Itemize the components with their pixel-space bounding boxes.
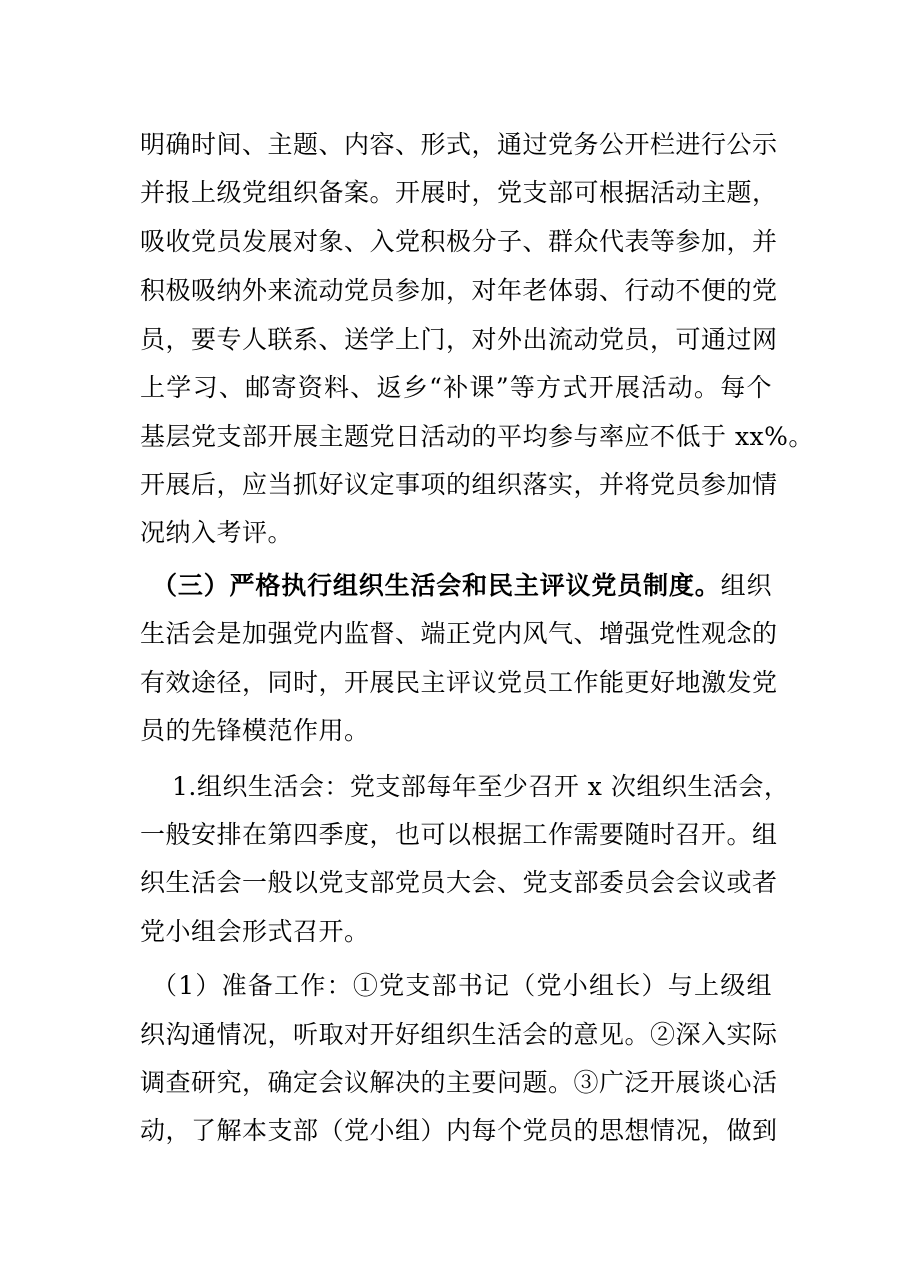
para1-line-8: 开展后，应当抓好议定事项的组织落实，并将党员参加情 — [140, 470, 778, 499]
para2-line-3: 员的先锋模范作用。 — [140, 716, 370, 745]
para4-line-2: 织沟通情况，听取对开好组织生活会的意见。②深入实际 — [140, 1020, 778, 1049]
para1-line-9: 况纳入考评。 — [140, 518, 294, 547]
para3-line-3: 织生活会一般以党支部党员大会、党支部委员会会议或者 — [140, 868, 778, 897]
section-heading: （三）严格执行组织生活会和民主评议党员制度。 — [152, 571, 721, 600]
para4-line-4: 动，了解本支部（党小组）内每个党员的思想情况，做到 — [140, 1116, 778, 1145]
para1-line-1: 明确时间、主题、内容、形式，通过党务公开栏进行公示 — [140, 130, 778, 159]
section-heading-tail: 组织 — [720, 571, 772, 600]
para3-line-2: 一般安排在第四季度，也可以根据工作需要随时召开。组 — [140, 820, 778, 849]
para1-line-2: 并报上级党组织备案。开展时，党支部可根据活动主题， — [140, 178, 778, 207]
para4-line-3: 调查研究，确定会议解决的主要问题。③广泛开展谈心活 — [140, 1068, 778, 1097]
para3-line-1: 1.组织生活会：党支部每年至少召开 x 次组织生活会， — [172, 772, 790, 801]
para4-line-1: （1）准备工作：①党支部书记（党小组长）与上级组 — [152, 971, 772, 1000]
para3-line-4: 党小组会形式召开。 — [140, 917, 370, 946]
para1-line-6: 上学习、邮寄资料、返乡“补课”等方式开展活动。每个 — [140, 373, 772, 402]
section-heading-line — [152, 568, 772, 604]
para2-line-2: 有效途径，同时，开展民主评议党员工作能更好地激发党 — [140, 668, 778, 697]
para1-line-4: 积极吸纳外来流动党员参加，对年老体弱、行动不便的党 — [140, 276, 778, 305]
para2-line-1: 生活会是加强党内监督、端正党内风气、增强党性观念的 — [140, 619, 778, 648]
para1-line-5: 员，要专人联系、送学上门，对外出流动党员，可通过网 — [140, 325, 778, 354]
para1-line-7: 基层党支部开展主题党日活动的平均参与率应不低于 xx%。 — [140, 422, 814, 451]
para1-line-3: 吸收党员发展对象、入党积极分子、群众代表等参加，并 — [140, 227, 778, 256]
